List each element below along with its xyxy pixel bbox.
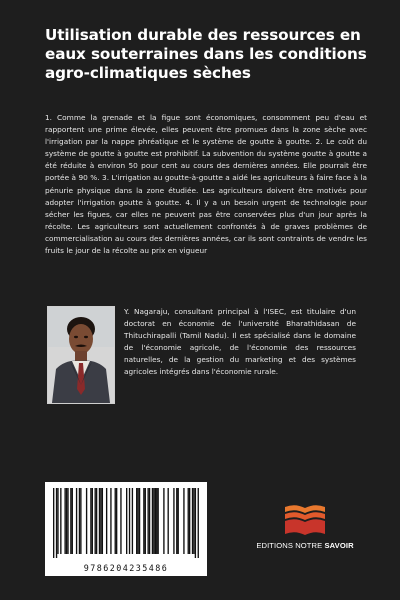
- barcode-bar: [90, 488, 91, 554]
- barcode-bar: [129, 488, 130, 554]
- barcode-bar: [79, 488, 80, 554]
- barcode-bar: [137, 488, 138, 554]
- barcode-bar: [115, 488, 116, 554]
- barcode-bar: [139, 488, 140, 554]
- author-photo: [47, 306, 115, 404]
- barcode-bar: [132, 488, 133, 554]
- publisher-name-bold: SAVOIR: [324, 541, 354, 550]
- barcode-bar: [163, 488, 164, 554]
- barcode-bar: [153, 488, 154, 554]
- book-title: Utilisation durable des ressources en eaux souterraines dans les conditions agro-climatiques sèches: [45, 26, 367, 82]
- barcode-bar: [86, 488, 87, 554]
- barcode-bar: [56, 488, 57, 558]
- barcode-bar: [173, 488, 174, 554]
- isbn-barcode: [45, 482, 207, 576]
- barcode-bar: [155, 488, 156, 554]
- barcode-bar: [99, 488, 100, 554]
- barcode-bar: [183, 488, 184, 554]
- barcode-bar: [96, 488, 97, 554]
- barcode-bar: [67, 488, 68, 554]
- publisher-book-logo-icon: [281, 503, 329, 537]
- barcode-bar: [60, 488, 61, 554]
- barcode-bar: [120, 488, 121, 554]
- barcode-bar: [70, 488, 71, 554]
- publisher-block: [250, 503, 360, 563]
- barcode-bar: [53, 488, 54, 558]
- barcode-bar: [66, 488, 67, 554]
- barcode-bar: [126, 488, 127, 554]
- barcode-bar: [192, 488, 193, 554]
- barcode-bar: [176, 488, 177, 554]
- barcode-bar: [152, 488, 153, 554]
- barcode-bar: [156, 488, 157, 554]
- barcode-bar: [80, 488, 81, 554]
- barcode-bars: [53, 488, 199, 558]
- barcode-bar: [76, 488, 77, 554]
- barcode-bar: [110, 488, 111, 554]
- barcode-bar: [57, 488, 58, 554]
- barcode-bar: [92, 488, 93, 554]
- publisher-name-regular: EDITIONS NOTRE: [256, 541, 325, 550]
- barcode-bar: [195, 488, 196, 558]
- barcode-bar: [136, 488, 137, 554]
- barcode-bar: [188, 488, 189, 554]
- author-bio: Y. Nagaraju, consultant principal à l'ISEC, est titulaire d'un doctorat en économie de l'université Bharathidasan de Thituchirapalli (Tamil Nadu). Il est spécialisé dans le domaine de l'économie agricole, de l'économie des ressources naturelles, de la gestion du marketing et des systèmes agricoles intégrés dans l'économie rurale.: [124, 307, 356, 377]
- barcode-bar: [64, 488, 65, 554]
- book-summary: 1. Comme la grenade et la figue sont économiques, consomment peu d'eau et rapportent une prime élevée, elles peuvent être promues dans la zone sèche avec l'irrigation par la nappe phréatique et le système de goutte à goutte. 2. Le coût du système de goutte à goutte est prohibitif. La subvention du système goutte à goutte a été réduite à environ 50 pour cent au cours des dernières années. Elle pourrait être portée à 90 %. 3. L'irrigation au goutte-à-goutte a aidé les agriculteurs à faire face à la pénurie physique dans la zone étudiée. Les agriculteurs doivent être motivés pour adopter l'irrigation goutte à goutte. 4. Il y a un besoin urgent de technologie pour sécher les figues, car elles ne peuvent pas être conservées plus d'un jour après la récolte. Les agriculteurs sont actuellement confrontés à de graves problèmes de commercialisation au cours des dernières années, car ils sont contraints de vendre les fruits le jour de la récolte au prix en vigueur: [45, 113, 367, 256]
- barcode-bar: [145, 488, 146, 554]
- barcode-bar: [100, 488, 101, 554]
- barcode-bar: [149, 488, 150, 554]
- barcode-bar: [178, 488, 179, 554]
- barcode-bar: [102, 488, 103, 554]
- barcode-bar: [95, 488, 96, 554]
- isbn-number: 9786204235486: [83, 563, 169, 573]
- publisher-name: [250, 541, 360, 550]
- barcode-bar: [147, 488, 148, 554]
- barcode-bar: [198, 488, 199, 558]
- barcode-bar: [106, 488, 107, 554]
- barcode-bar: [143, 488, 144, 554]
- barcode-bar: [157, 488, 158, 554]
- barcode-bar: [116, 488, 117, 554]
- barcode-bar: [189, 488, 190, 554]
- barcode-bar: [72, 488, 73, 554]
- barcode-bar: [168, 488, 169, 554]
- barcode-bar: [193, 488, 194, 554]
